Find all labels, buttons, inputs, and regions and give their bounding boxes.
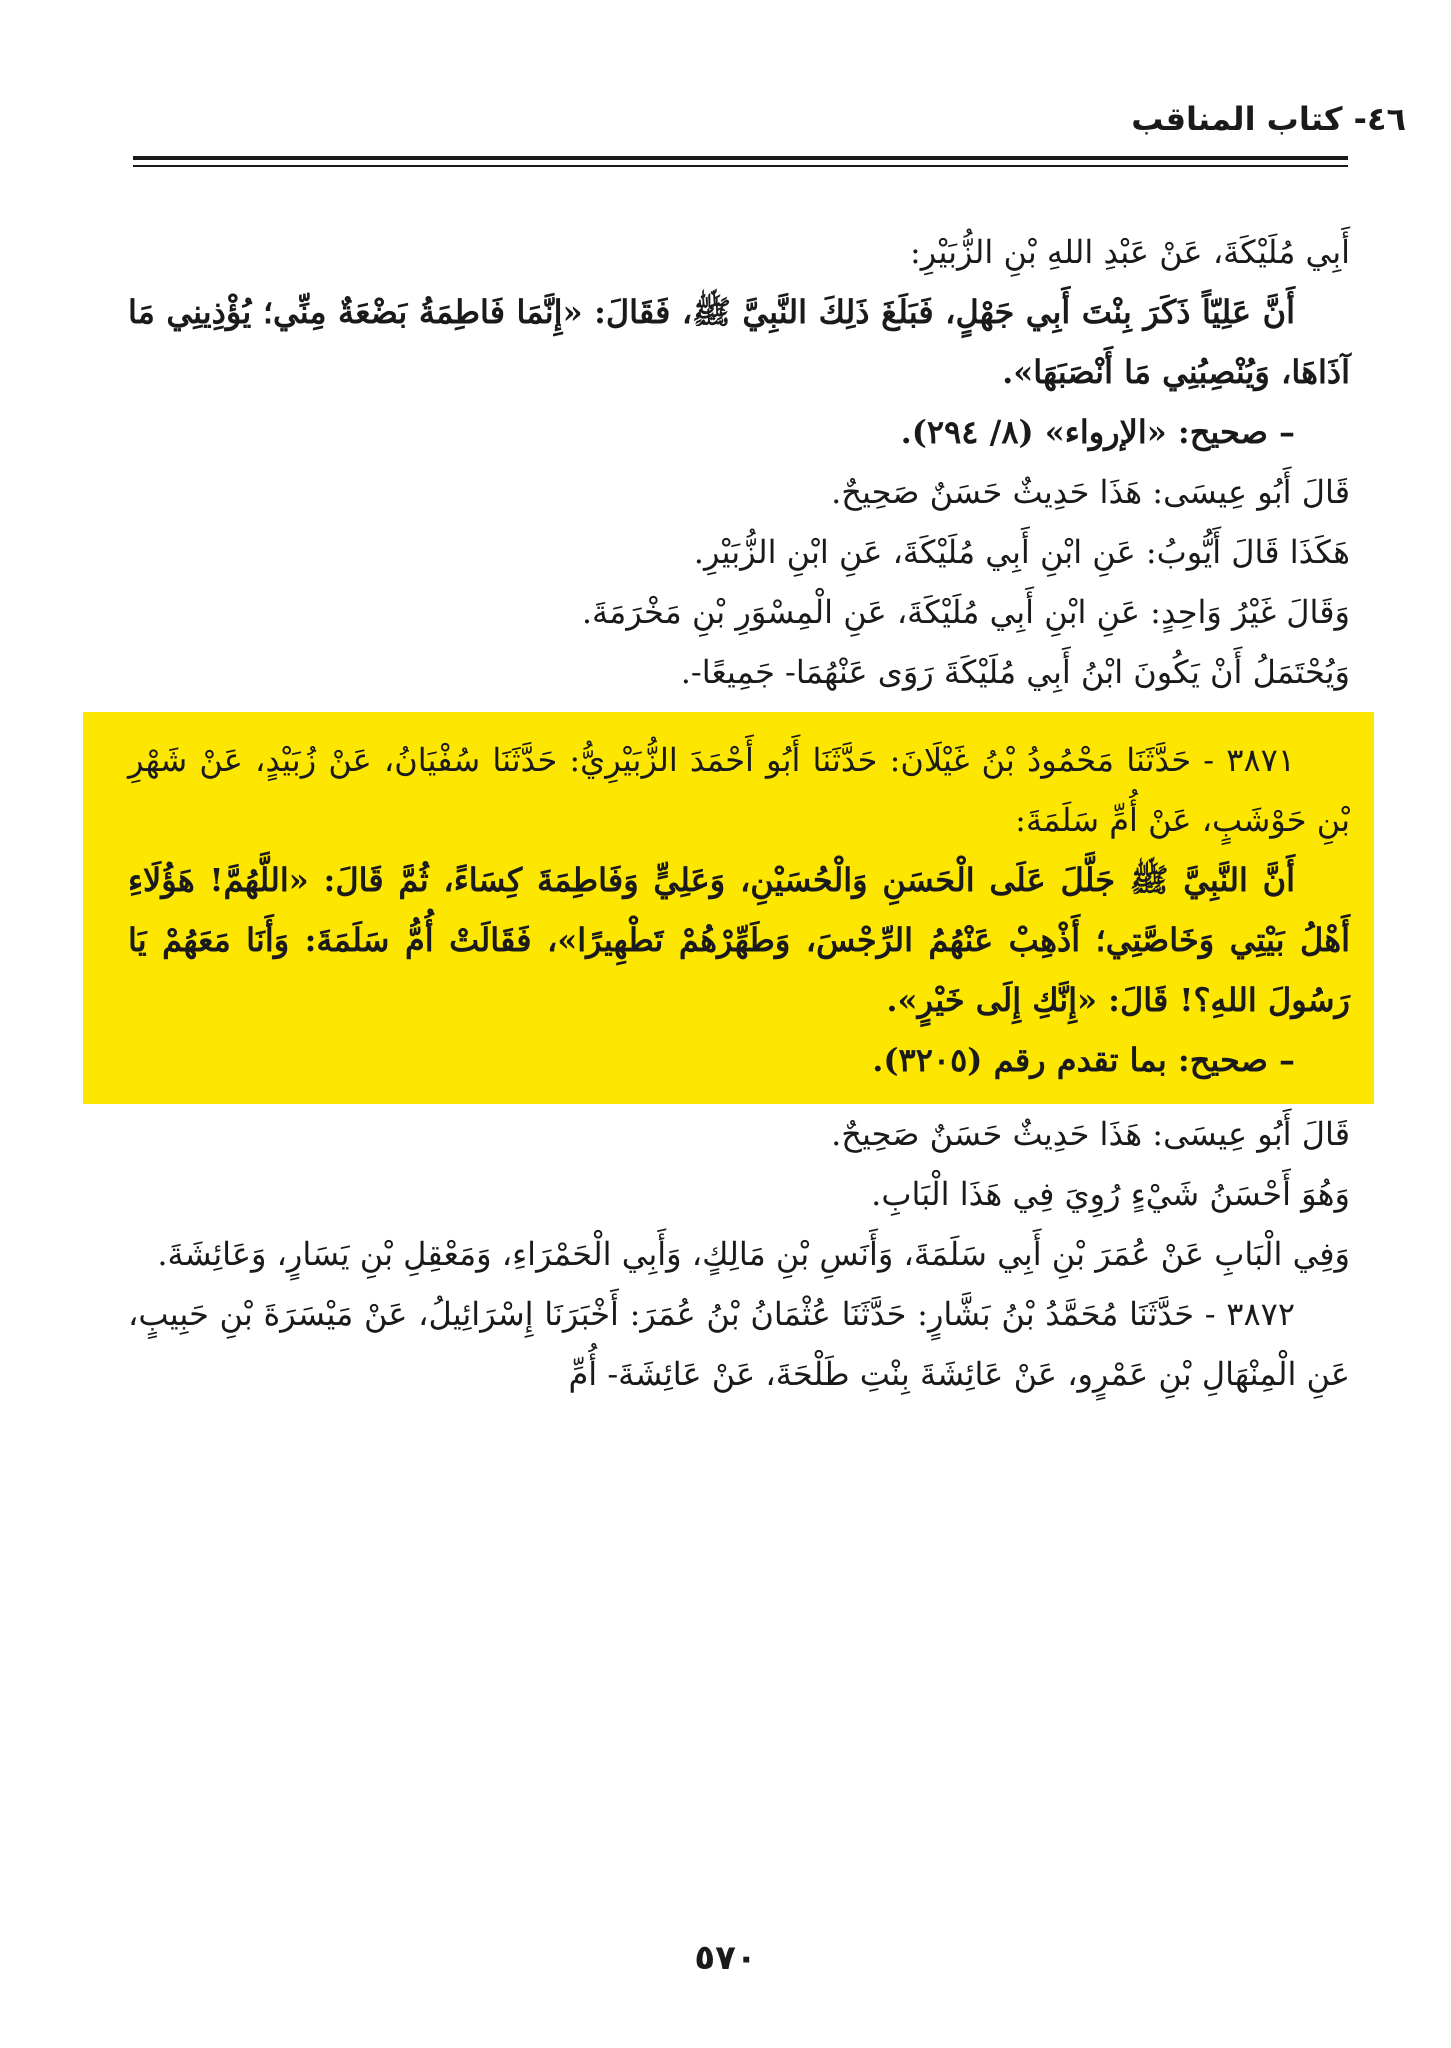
- commentary-line: قَالَ أَبُو عِيسَى: هَذَا حَدِيثٌ حَسَنٌ صَحِيحٌ.: [831, 1115, 1350, 1153]
- grading-note: – صحيح: «الإرواء» (٨/ ٢٩٤).: [900, 413, 1295, 451]
- grading-note: – صحيح: بما تقدم رقم (٣٢٠٥).: [872, 1041, 1295, 1079]
- paragraph-intro: أَبِي مُلَيْكَةَ، عَنْ عَبْدِ اللهِ بْنِ الزُّبَيْرِ:: [910, 233, 1350, 271]
- commentary-line: وَيُحْتَمَلُ أَنْ يَكُونَ ابْنُ أَبِي مُلَيْكَةَ رَوَى عَنْهُمَا- جَمِيعًا-.: [680, 653, 1350, 691]
- commentary-line: هَكَذَا قَالَ أَيُّوبُ: عَنِ ابْنِ أَبِي مُلَيْكَةَ، عَنِ ابْنِ الزُّبَيْرِ.: [693, 533, 1350, 571]
- hadith-isnad: ٣٨٧٢ - حَدَّثَنَا مُحَمَّدُ بْنُ بَشَّارٍ: حَدَّثَنَا عُثْمَانُ بْنُ عُمَرَ: أَخْبَرَنَا إِسْرَائِيلُ، عَنْ مَيْسَرَةَ بْنِ حَبِيبٍ، عَنِ الْمِنْهَالِ بْنِ عَمْرٍو، عَنْ عَائِشَةَ بِنْتِ طَلْحَةَ، عَنْ عَائِشَةَ- أُمِّ: [128, 1295, 1350, 1393]
- header-rule-thin: [133, 165, 1348, 167]
- hadith-matn: أَنَّ النَّبِيَّ ﷺ جَلَّلَ عَلَى الْحَسَنِ وَالْحُسَيْنِ، وَعَلِيٍّ وَفَاطِمَةَ كِسَاءً، ثُمَّ قَالَ: «اللَّهُمَّ! هَؤُلَاءِ أَهْلُ بَيْتِي وَخَاصَّتِي؛ أَذْهِبْ عَنْهُمُ الرِّجْسَ، وَطَهِّرْهُمْ تَطْهِيرًا»، فَقَالَتْ أُمُّ سَلَمَةَ: وَأَنَا مَعَهُمْ يَا رَسُولَ اللهِ؟! قَالَ: «إِنَّكِ إِلَى خَيْرٍ».: [128, 861, 1351, 1019]
- header-rule-thick: [133, 156, 1348, 160]
- hadith-isnad: ٣٨٧١ - حَدَّثَنَا مَحْمُودُ بْنُ غَيْلَانَ: حَدَّثَنَا أَبُو أَحْمَدَ الزُّبَيْرِيُّ: حَدَّثَنَا سُفْيَانُ، عَنْ زُبَيْدٍ، عَنْ شَهْرِ بْنِ حَوْشَبٍ، عَنْ أُمِّ سَلَمَةَ:: [128, 741, 1350, 839]
- commentary-line: وَفِي الْبَابِ عَنْ عُمَرَ بْنِ أَبِي سَلَمَةَ، وَأَنَسِ بْنِ مَالِكٍ، وَأَبِي الْحَمْرَاءِ، وَمَعْقِلِ بْنِ يَسَارٍ، وَعَائِشَةَ.: [157, 1235, 1350, 1273]
- body-text: [128, 222, 1350, 1404]
- spacer: [128, 702, 1350, 712]
- commentary-line: وَقَالَ غَيْرُ وَاحِدٍ: عَنِ ابْنِ أَبِي مُلَيْكَةَ، عَنِ الْمِسْوَرِ بْنِ مَخْرَمَةَ.: [581, 593, 1350, 631]
- highlighted-passage: [83, 712, 1374, 1104]
- commentary-line: وَهُوَ أَحْسَنُ شَيْءٍ رُوِيَ فِي هَذَا الْبَابِ.: [871, 1175, 1350, 1213]
- commentary-line: قَالَ أَبُو عِيسَى: هَذَا حَدِيثٌ حَسَنٌ صَحِيحٌ.: [831, 473, 1350, 511]
- hadith-text: أَنَّ عَلِيّاً ذَكَرَ بِنْتَ أَبِي جَهْلٍ، فَبَلَغَ ذَلِكَ النَّبِيَّ ﷺ، فَقَالَ: «إِنَّمَا فَاطِمَةُ بَضْعَةٌ مِنِّي؛ يُؤْذِينِي مَا آذَاهَا، وَيُنْصِبُنِي مَا أَنْصَبَهَا».: [128, 293, 1350, 391]
- chapter-header: ٤٦- كتاب المناقب: [1131, 100, 1406, 138]
- page-number: ٥٧٠: [694, 1938, 757, 1978]
